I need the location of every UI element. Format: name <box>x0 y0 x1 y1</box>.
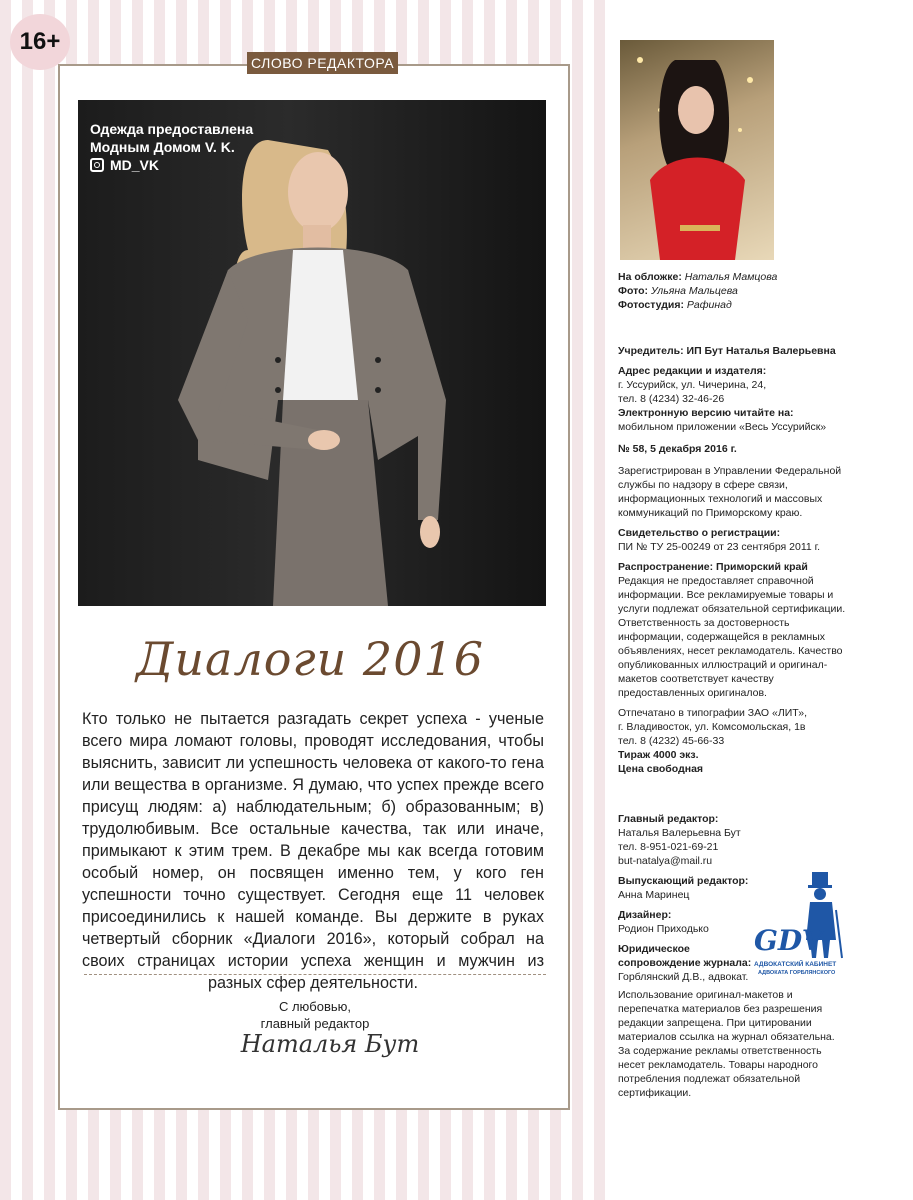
issuing-editor-name: Анна Маринец <box>618 889 690 901</box>
designer-title: Дизайнер: <box>618 909 672 921</box>
cover-photo-illustration <box>620 40 774 260</box>
imprint-block <box>618 344 858 776</box>
registered-text: Зарегистрирован в Управлении Федеральной службы по надзору в сфере связи, информационных технологий и массовых коммуникаций по Приморскому краю. <box>618 465 842 519</box>
studio-value: Рафинад <box>686 299 732 311</box>
address-title: Адрес редакции и издателя: <box>618 365 767 377</box>
cover-photo <box>620 40 774 260</box>
section-label: СЛОВО РЕДАКТОРА <box>247 52 398 74</box>
designer-name: Родион Приходько <box>618 923 709 935</box>
circulation: Тираж 4000 экз. <box>618 749 699 761</box>
closing-line-1: С любовью, <box>278 999 352 1014</box>
gdv-logo-text: GDV <box>754 924 824 957</box>
instagram-handle: MD_VK <box>110 157 160 173</box>
address-line-2: тел. 8 (4234) 32-46-26 <box>618 393 725 405</box>
credit-line-1: Одежда предоставлена <box>90 121 254 137</box>
address-line-1: г. Уссурийск, ул. Чичерина, 24, <box>618 379 767 391</box>
chief-editor-name: Наталья Валерьевна Бут <box>618 827 741 839</box>
instagram-icon <box>90 158 104 172</box>
electronic-title: Электронную версию читайте на: <box>618 407 794 419</box>
chief-editor-email: but-natalya@mail.ru <box>618 855 713 867</box>
gdv-line-1: АДВОКАТСКИЙ КАБИНЕТ <box>754 961 837 968</box>
footer-notes: Использование оригинал-макетов и перепечатка материалов без разрешения редакции запрещена. При цитировании материалов ссылка на журнал обязательна. За содержание рекламы ответственность несет рекламодатель. Товары народного потребления подлежат обязательной сертификации. <box>618 989 835 1099</box>
headline-title: Диалоги 2016 <box>136 632 484 686</box>
closing-text <box>200 998 430 1032</box>
certificate-title: Свидетельство о регистрации: <box>618 527 781 539</box>
issue-number: № 58, 5 декабря 2016 г. <box>618 443 737 455</box>
chief-editor-phone: тел. 8-951-021-69-21 <box>618 841 719 853</box>
editorial-body: Кто только не пытается разгадать секрет успеха - ученые всего мира ломают головы, проводят исследования, чтобы выяснить, зависит ли успешность человека от какого-то гена или вещества в организме. Я думаю, что успех прежде всего присущ людям: а) наблюдательным; б) образованным; в) трудолюбивым. Все остальные качества, так или иначе, примыкают к этим трем. В декабре мы как всегда готовим особый номер, он посвящен именно тем, у кого ген успешности точно существует. Сегодня еще 11 человек присоединились к нашей команде. Вы держите в руках четвертый сборник «Диалоги 2016», который собрал на своих страницах истории успеха женщин и мужчин из разных сфер деятельности. <box>82 710 544 992</box>
credit-line-2: Модным Домом V. K. <box>90 139 235 155</box>
staff-block <box>618 812 758 984</box>
age-rating-badge: 16+ <box>10 14 70 70</box>
editor-photo-illustration <box>78 100 546 606</box>
distribution-text: Редакция не предоставляет справочной информации. Все рекламируемые товары и услуги подлежат обязательной сертификации. Ответственность за достоверность информации, содержащейся в рекламных объявлениях, несет рекламодатель. Качество опубликованных иллюстраций и оригинал-макетов соответствует качеству предоставленных оригиналов. <box>618 575 846 699</box>
price: Цена свободная <box>618 763 704 775</box>
clothing-credit <box>90 120 253 174</box>
photo-label: Фото: <box>618 285 649 297</box>
legal-name: Горблянский Д.В., адвокат. <box>618 971 749 983</box>
credit-instagram <box>90 156 253 174</box>
founder: Учредитель: ИП Бут Наталья Валерьевна <box>618 345 836 357</box>
photo-value: Ульяна Мальцева <box>650 285 738 297</box>
legal-title-1: Юридическое <box>618 943 690 955</box>
on-cover-label: На обложке: <box>618 271 682 283</box>
certificate-text: ПИ № ТУ 25-00249 от 23 сентября 2011 г. <box>618 541 821 553</box>
printed-line-1: Отпечатано в типографии ЗАО «ЛИТ», <box>618 707 807 719</box>
printed-line-2: г. Владивосток, ул. Комсомольская, 1в <box>618 721 806 733</box>
electronic-text: мобильном приложении «Весь Уссурийск» <box>618 421 827 433</box>
gdv-line-2: АДВОКАТА ГОРБЛЯНСКОГО <box>758 970 836 976</box>
editor-photo <box>78 100 546 606</box>
printed-line-3: тел. 8 (4232) 45-66-33 <box>618 735 725 747</box>
closing-line-2: главный редактор <box>260 1016 370 1031</box>
gdv-logo <box>752 870 846 980</box>
on-cover-value: Наталья Мамцова <box>684 271 778 283</box>
studio-label: Фотостудия: <box>618 299 684 311</box>
editor-signature: Наталья Бут <box>240 1030 420 1058</box>
distribution-title: Распространение: Приморский край <box>618 561 808 573</box>
dashed-divider <box>84 974 546 975</box>
chief-editor-title: Главный редактор: <box>618 813 719 825</box>
cover-credits <box>618 270 858 312</box>
issuing-editor-title: Выпускающий редактор: <box>618 875 749 887</box>
legal-title-2: сопровождение журнала: <box>618 957 752 969</box>
